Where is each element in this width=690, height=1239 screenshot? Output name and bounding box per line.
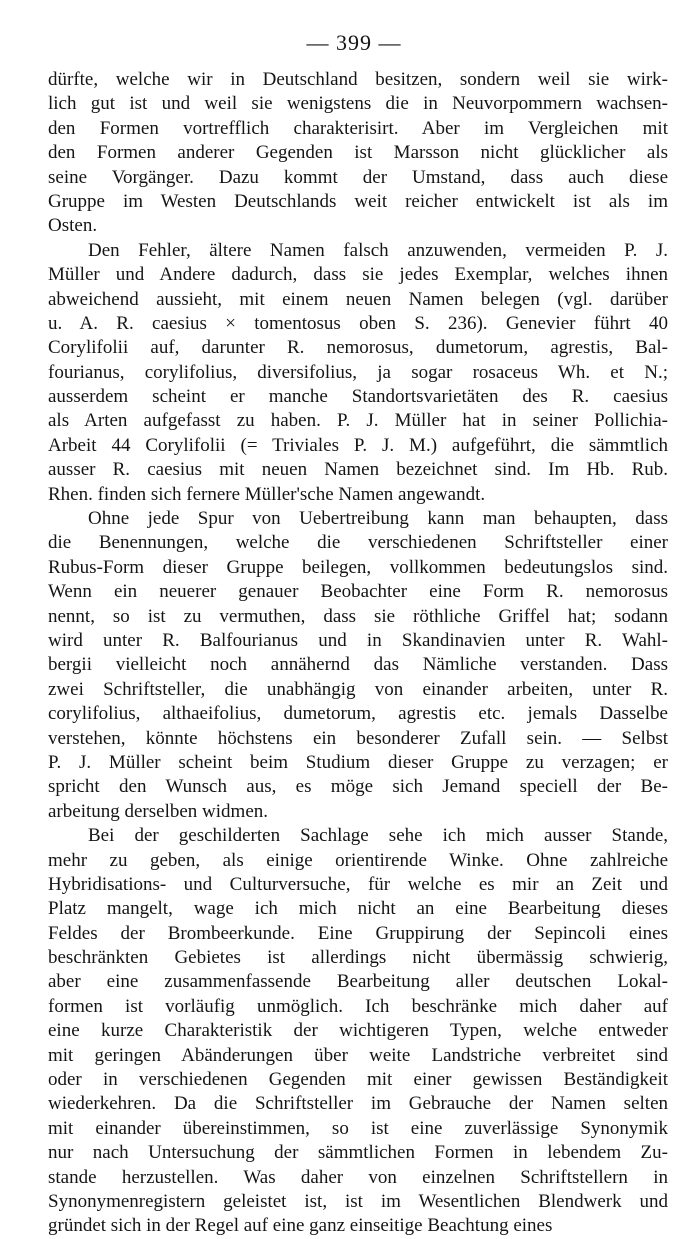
text-line: u. A. R. caesius × tomentosus oben S. 236). Genevier führt 40 [48,312,668,334]
text-line: nennt, so ist zu vermuthen, dass sie röthliche Griffel hat; sodann [48,605,668,627]
text-line: nur nach Untersuchung der sämmtlichen Formen in lebendem Zu- [48,1142,668,1164]
text-line: mit geringen Abänderungen über weite Landstriche verbreitet sind [48,1044,668,1066]
text-line: Osten. [48,215,98,237]
text-line: Feldes der Brombeerkunde. Eine Gruppirung der Sepincoli eines [48,922,668,944]
text-line: den Formen vortrefflich charakterisirt. Aber im Vergleichen mit [48,117,668,139]
text-line: Müller und Andere dadurch, dass sie jedes Exemplar, welches ihnen [48,264,668,286]
paragraph [48,239,668,507]
text-line: Wenn ein neuerer genauer Beobachter eine Form R. nemorosus [48,581,668,603]
text-line: eine kurze Charakteristik der wichtigeren Typen, welche entweder [48,1020,668,1042]
paragraph [48,68,668,239]
text-line: ausser R. caesius mit neuen Namen bezeichnet sind. Im Hb. Rub. [48,459,668,481]
text-line: P. J. Müller scheint beim Studium dieser Gruppe zu verzagen; er [48,751,668,773]
text-line: aber eine zusammenfassende Bearbeitung aller deutschen Lokal- [48,971,668,993]
text-line: Ohne jede Spur von Uebertreibung kann man behaupten, dass [88,508,668,530]
text-line: bergii vielleicht noch annähernd das Nämliche verstanden. Dass [48,654,668,676]
text-line: Hybridisations- und Culturversuche, für welche es mir an Zeit und [48,873,668,895]
page-number: — 399 — [306,30,402,55]
text-line: die Benennungen, welche die verschiedenen Schriftsteller einer [48,532,668,554]
text-line: Bei der geschilderten Sachlage sehe ich mich ausser Stande, [88,825,668,847]
text-line: Synonymenregistern geleistet ist, ist im Wesentlichen Blendwerk und [48,1190,668,1212]
text-line: Den Fehler, ältere Namen falsch anzuwenden, vermeiden P. J. [88,239,668,261]
text-line: Platz mangelt, wage ich mich nicht an eine Bearbeitung dieses [48,898,668,920]
text-line: wird unter R. Balfourianus und in Skandinavien unter R. Wahl- [48,629,668,651]
text-line: abweichend aussieht, mit einem neuen Namen belegen (vgl. darüber [48,288,668,310]
body-text [48,68,668,1239]
text-line: beschränkten Gebietes ist allerdings nicht übermässig schwierig, [48,947,668,969]
text-line: Rubus-Form dieser Gruppe beilegen, vollkommen bedeutungslos sind. [48,556,668,578]
text-line: wiederkehren. Da die Schriftsteller im Gebrauche der Namen selten [48,1093,668,1115]
text-line: oder in verschiedenen Gegenden mit einer gewissen Beständigkeit [48,1069,668,1091]
text-line: zwei Schriftsteller, die unabhängig von einander arbeiten, unter R. [48,678,668,700]
text-line: spricht den Wunsch aus, es möge sich Jemand speciell der Be- [48,776,668,798]
text-line: stande herzustellen. Was daher von einzelnen Schriftstellern in [48,1166,668,1188]
text-line: mehr zu geben, als einige orientirende Winke. Ohne zahlreiche [48,849,668,871]
text-line: Gruppe im Westen Deutschlands weit reicher entwickelt ist als im [48,190,668,212]
text-line: formen ist vorläufig unmöglich. Ich beschränke mich daher auf [48,995,668,1017]
text-line: mit einander übereinstimmen, so ist eine zuverlässige Synonymik [48,1117,668,1139]
text-line: den Formen anderer Gegenden ist Marsson nicht glücklicher als [48,142,668,164]
paragraph [48,507,668,824]
text-line: gründet sich in der Regel auf eine ganz einseitige Beachtung eines [48,1215,553,1237]
text-line: corylifolius, althaeifolius, dumetorum, agrestis etc. jemals Dasselbe [48,703,668,725]
text-line: Corylifolii auf, darunter R. nemorosus, dumetorum, agrestis, Bal- [48,337,668,359]
text-line: als Arten aufgefasst zu haben. P. J. Müller hat in seiner Pollichia- [48,410,668,432]
text-line: seine Vorgänger. Dazu kommt der Umstand, dass auch diese [48,166,668,188]
text-line: lich gut ist und weil sie wenigstens die in Neuvorpommern wachsen- [48,93,668,115]
text-line: fourianus, corylifolius, diversifolius, ja sogar rosaceus Wh. et N.; [48,361,668,383]
paragraph [48,824,668,1239]
text-line: arbeitung derselben widmen. [48,800,269,822]
text-line: ausserdem scheint er manche Standortsvarietäten des R. caesius [48,386,668,408]
text-line: dürfte, welche wir in Deutschland besitzen, sondern weil sie wirk- [48,69,668,90]
text-line: verstehen, könnte höchstens ein besonderer Zufall sein. — Selbst [48,727,668,749]
text-line: Rhen. finden sich fernere Müller'sche Namen angewandt. [48,483,486,505]
text-line: Arbeit 44 Corylifolii (= Triviales P. J. M.) aufgeführt, die sämmtlich [48,434,668,456]
